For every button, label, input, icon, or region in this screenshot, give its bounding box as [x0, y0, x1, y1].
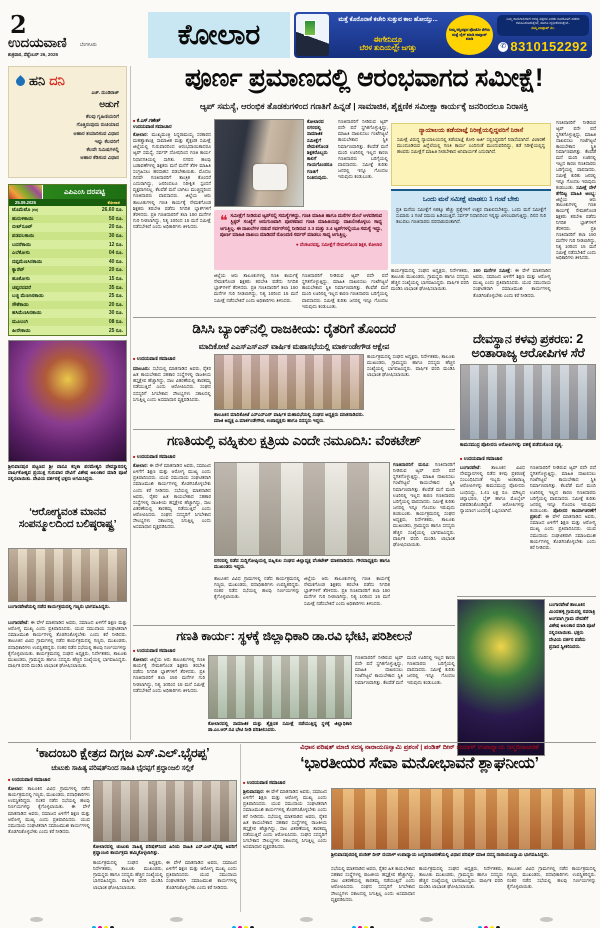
table-row: ಪಡವಲಕಾಯಿ 30 ರೂ. [9, 232, 126, 241]
pull-quote-box [214, 210, 388, 270]
registration-marks [0, 915, 600, 925]
article-column: ಕಾರ್ಯಕ್ರಮದಲ್ಲಿ ಸಂಘದ ಅಧ್ಯಕ್ಷರು, ನಿರ್ದೇಶಕರು, ತಾಲೂಕು ಮುಖಂಡರು, ಗ್ರಾಮಸ್ಥರು ಹಾಗೂ ಸದಸ್ಯರು ಹೆಚ್ಚಿನ ಸಂಖ್ಯೆಯಲ್ಲಿ ಭಾಗವಹಿಸಿದ್ದರು. ವಾರ್ಷಿಕ ವರದಿ ಮಂಡಿಸಿ ಲಾಭಾಂಶ ಘೋಷಿಸಲಾಯಿತು. [391, 268, 469, 292]
hani-dani-box [8, 66, 127, 178]
photo-caption: ತಾಲೂಕಿನ ಮಾದಿಕೋಟೆ ಎಸ್‌ಎಸ್‌ಎನ್ ವಾರ್ಷಿಕ ಮಹಾಸಭೆಯಲ್ಲಿ ಸಂಘದ ಅಧ್ಯಕ್ಷರು ಮಾತನಾಡಿದರು. ಮಾಜಿ ಅಧ್ಯಕ್ಷ ಎ.ಮಾರ್ಕಂಡೇಗೌಡ, ಉಪಾಧ್ಯಕ್ಷರು ಹಾಗೂ ಸದಸ್ಯರು ಇದ್ದರು. [214, 412, 364, 424]
photo-caption: ಕೋಲಾರದ ನಗರದಲ್ಲಿ ಸಾಮಾಜಿಕ ಸಮೀಕ್ಷೆಗೆ ನೇಮಕಗೊಂಡ ಶಿಕ್ಷಕರೊಬ್ಬರು ಕಾಲಿಗೆ ಗಾಯಗೊಂಡರೂ ಗಣತಿಗೆ ನಿಂತಿರುವುದು. [307, 119, 333, 180]
apmc-date: 25.09.2025 [15, 200, 36, 205]
byline: ■ ಉದಯವಾಣಿ ಸಮಾಚಾರ [243, 780, 286, 786]
apmc-price-table [8, 184, 127, 336]
cmyk-dots [92, 917, 116, 928]
article-column: ಗಣತಿದಾರರಿಗೆ ನೀಡಿರುವ ಆ್ಯಪ್ ಪದೇ ಪದೆ ಸ್ಥಗಿತಗೊಳ್ಳುತ್ತಿದ್ದು, ಮಾಹಿತಿ ದಾಖಲಿಸಲು ಗಂಟೆಗಟ್ಟಲೆ ಕಾಯಬೇಕಾದ ಸ್ಥಿತಿ ನಿರ್ಮಾಣವಾಗಿತ್ತು. ಕೆಲವೆಡೆ ಮನೆ ಮಂದಿ ಊರಿನಲ್ಲಿ ಇಲ್ಲದ ಕಾರಣ ಗಣತಿದಾರರು ಬರಿಗೈಯಲ್ಲಿ ವಾಪಸಾದರು. ಸಮೀಕ್ಷೆ ಕುರಿತು ಜನರಲ್ಲಿ ಇನ್ನೂ ಗೊಂದಲ ಇರುವುದು ಕಂಡುಬಂತು. ಪೊಲೀಸರ ಕಾರ್ಯಾಚರಣೆಗೆ ಪ್ರಶಂಸೆ: ಈ ವೇಳೆ ಮಾತನಾಡಿದ ಅವರು, ಸಮಾಜದ ಏಳಿಗೆಗೆ ಶಿಕ್ಷಣ ಮತ್ತು ಆರೋಗ್ಯ ಮುಖ್ಯ ಎಂದು ಪ್ರತಿಪಾದಿಸಿದರು. ಯುವ ಸಮುದಾಯ ಸಂಘಟಿತರಾಗಿ ಸಮಾಜಮುಖಿ ಕಾರ್ಯಗಳಲ್ಲಿ ತೊಡಗಿಸಿಕೊಳ್ಳಬೇಕು ಎಂದು ಕರೆ ನೀಡಿದರು. [530, 465, 596, 550]
article-column: ಕೋಲಾರ: ಮುಖ್ಯಮಂತ್ರಿ ಸಿದ್ದರಾಮಯ್ಯ ಸರಕಾರದ ಮಹತ್ವಾಕಾಂಕ್ಷಿ ಸಾಮಾಜಿಕ ಮತ್ತು ಶೈಕ್ಷಣಿಕ ಸಮೀಕ್ಷೆ ಜಿಲ್ಲೆಯಲ್ಲಿ ಗುರುವಾರದಿಂದ ಆರಂಭವಾಯಿತಾದರೂ ಆ್ಯಪ್ ಸಮಸ್ಯೆ, ಸರ್ವರ್ ದೋಷದಿಂದ ಗಣತಿ ಕಾರ್ಯ ನಿಧಾನಗತಿಯಲ್ಲಿ ಸಾಗಿತು. ನಗರದ ಹಲವು ಬಡಾವಣೆಗಳಲ್ಲಿ ಶಿಕ್ಷಕರು ಮನೆ ಮನೆಗೆ ತೆರಳಿ ಮಾಹಿತಿ ಸಂಗ್ರಹಿಸಲು ಹರಸಾಹಸ ಪಡಬೇಕಾಯಿತು. ಮೊದಲ ದಿನವೇ ಗಣತಿದಾರರಿಗೆ ತಾಂತ್ರಿಕ ತೊಂದರೆ ಎದುರಾಗಿದ್ದು, ಜನರಿಂದಲೂ ನಿರೀಕ್ಷಿತ ಸ್ಪಂದನೆ ವ್ಯಕ್ತವಾಗಲಿಲ್ಲ. ಕೆಲವೆಡೆ ಮನೆ ಬಾಗಿಲು ಮುಚ್ಚಿದ್ದರಿಂದ ಗಣತಿದಾರರು ವಾಪಸಾದರು. ಜಿಲ್ಲೆಯ ಆರು ತಾಲೂಕುಗಳಲ್ಲಿ ಗಣತಿ ಕಾರ್ಯಕ್ಕೆ ನೇಮಕಗೊಂಡ ಶಿಕ್ಷಕರು ತರಬೇತಿ ಪಡೆದು ನಿಗದಿತ ಬ್ಲಾಕ್‌ಗಳಿಗೆ ತೆರಳಿದರು. ಪ್ರತಿ ಗಣತಿದಾರರಿಗೆ ತಲಾ 150 ಮನೆಗಳ ಗುರಿ ನೀಡಲಾಗಿದ್ದು, ನಿತ್ಯ 10ರಿಂದ 15 ಮನೆ ಸಮೀಕ್ಷೆ ನಡೆಸಬೇಕಿದೆ ಎಂದು ಅಧಿಕಾರಿಗಳು ತಿಳಿಸಿದರು. [133, 132, 211, 230]
yellow-highlight-box [391, 123, 551, 186]
table-row: ಸೌತೆಕಾಯಿ 20 ರೂ. [9, 301, 126, 310]
ad-main-line2: ಬೆರಳ ತುದಿಯಲ್ಲೇ ಜಗತ್ತು [359, 45, 417, 52]
table-row: ಬಜ್ಜಿ ಮೆಣಸಿನಕಾಯಿ 25 ರೂ. [9, 292, 126, 301]
ad-phone-number: 8310152292 [510, 39, 588, 54]
bottom-left-headline: ‘ಕಾದಂಬರಿ ಕ್ಷೇತ್ರದ ದಿಗ್ಗಜ ಎಸ್.ಎಲ್.ಭೈರಪ್ಪ’ [35, 746, 210, 760]
ad-top-line: ಮತ್ತೆ ಕೊರೊನಾಕೆ ಕಚೇರಿ ಸುತ್ತುವ ಕಾಲ ಹೋಯ್ತು... [338, 17, 438, 23]
photo-police-seizure [460, 364, 596, 440]
edition-label: ಬೆಂಗಳೂರು [80, 42, 97, 47]
table-row: ಮೂಲಂಗಿ 08 ರೂ. [9, 318, 126, 327]
article5-headline: ಗಣತಿ ಕಾರ್ಯ: ಸ್ಥಳಕ್ಕೆ ಜಿಲ್ಲಾಧಿಕಾರಿ ಡಾ.ರವಿ ಭೇಟಿ, ಪರಿಶೀಲನೆ [176, 629, 412, 643]
table-row: ಚಪ್ಪರದವರೆ 35 ರೂ. [9, 283, 126, 292]
table-row: ಎಲೆಕೋಸು 04 ರೂ. [9, 249, 126, 258]
poem-author: ಎಚ್. ದುಂಡಿರಾಜ್ [91, 90, 119, 95]
section-title: ಕೋಲಾರ [177, 18, 261, 50]
dani-brand: ದನಿ [49, 73, 65, 88]
poem-title: ಅಡುಗೆ [99, 99, 119, 109]
table-row: ಬದನೆಕಾಯಿ 12 ರೂ. [9, 240, 126, 249]
apmc-place: ಕೋಲಾರ [107, 200, 120, 205]
cmyk-dots [232, 917, 256, 928]
article-column: ಕೋಲಾರ: ಈ ವೇಳೆ ಮಾತನಾಡಿದ ಅವರು, ಸಮಾಜದ ಏಳಿಗೆಗೆ ಶಿಕ್ಷಣ ಮತ್ತು ಆರೋಗ್ಯ ಮುಖ್ಯ ಎಂದು ಪ್ರತಿಪಾದಿಸಿದರು. ಯುವ ಸಮುದಾಯ ಸಂಘಟಿತರಾಗಿ ಸಮಾಜಮುಖಿ ಕಾರ್ಯಗಳಲ್ಲಿ ತೊಡಗಿಸಿಕೊಳ್ಳಬೇಕು ಎಂದು ಕರೆ ನೀಡಿದರು. ಸಭೆಯಲ್ಲಿ ಮಾತನಾಡಿದ ಅವರು, ರೈತರ ಹಿತ ಕಾಯಬೇಕಾದ ಸಹಕಾರ ಸಂಸ್ಥೆಗಳಲ್ಲಿ ರಾಜಕೀಯ ಹಸ್ತಕ್ಷೇಪ ಹೆಚ್ಚಾಗಿದ್ದು, ಸಾಲ ವಿತರಣೆಯಲ್ಲಿ ತಾರತಮ್ಯ ನಡೆಯುತ್ತಿದೆ ಎಂದು ಆರೋಪಿಸಿದರು. ಸಂಘದ ಸದಸ್ಯರಿಗೆ ಸಿಗಬೇಕಾದ ಸೌಲಭ್ಯಗಳು ಸಕಾಲದಲ್ಲಿ ಸಿಗುತ್ತಿಲ್ಲ ಎಂದು ಅಸಮಾಧಾನ ವ್ಯಕ್ತಪಡಿಸಿದರು. [133, 463, 211, 530]
hani-brand: ಹನಿ [29, 73, 46, 88]
photo-group-left [8, 548, 127, 602]
article-column: ಈ ವೇಳೆ ಮಾತನಾಡಿದ ಅವರು, ಸಮಾಜದ ಏಳಿಗೆಗೆ ಶಿಕ್ಷಣ ಮತ್ತು ಆರೋಗ್ಯ ಮುಖ್ಯ ಎಂದು ಪ್ರತಿಪಾದಿಸಿದರು. ಯುವ ಸಮುದಾಯ ಸಂಘಟಿತರಾಗಿ ಸಮಾಜಮುಖಿ ಕಾರ್ಯಗಳಲ್ಲಿ ತೊಡಗಿಸಿಕೊಳ್ಳಬೇಕು ಎಂದು ಕರೆ ನೀಡಿದರು. [166, 860, 237, 890]
quote-icon: ❝ [220, 212, 228, 228]
property-papers-graphic [304, 20, 316, 36]
table-row: ಹಸಿಮೆಣಸಿನಕಾಯಿ 30 ರೂ. [9, 309, 126, 318]
byline: ■ ಉದಯವಾಣಿ ಸಮಾಚಾರ [133, 454, 176, 460]
droplet-icon [14, 75, 27, 88]
ad-burst: ನಿಮ್ಮ ಆಸ್ತಿಪತ್ರದ ಫೋಟೋ ತೆಗೆದು ಮತ್ತೆ ಲೈನ್ ಮಾಡಿ ವಾಟ್ಸಾಪ್ ಮಾಡಿ [446, 15, 493, 55]
byline: ■ ಉದಯವಾಣಿ ಸಮಾಚಾರ [133, 356, 176, 362]
byline: ■ ಉದಯವಾಣಿ ಸಮಾಚಾರ [8, 777, 51, 783]
article-column: ಗಣತಿದಾರರಿಗೆ ನೀಡಿರುವ ಆ್ಯಪ್ ಪದೇ ಪದೆ ಸ್ಥಗಿತಗೊಳ್ಳುತ್ತಿದ್ದು, ಮಾಹಿತಿ ದಾಖಲಿಸಲು ಗಂಟೆಗಟ್ಟಲೆ ಕಾಯಬೇಕಾದ ಸ್ಥಿತಿ ನಿರ್ಮಾಣವಾಗಿತ್ತು. ಕೆಲವೆಡೆ ಮನೆ ಮಂದಿ ಊರಿನಲ್ಲಿ ಇಲ್ಲದ ಕಾರಣ ಗಣತಿದಾರರು ಬರಿಗೈಯಲ್ಲಿ ವಾಪಸಾದರು. ಸಮೀಕ್ಷೆ ಕುರಿತು ಜನರಲ್ಲಿ ಇನ್ನೂ ಗೊಂದಲ ಇರುವುದು ಕಂಡುಬಂತು. ಸಮೀಕ್ಷೆ ವೇಳೆ ತೆಗೆದಿಟ್ಟ ಮಾಹಿತಿ ಅಲಭ್ಯ: ಜಿಲ್ಲೆಯ ಆರು ತಾಲೂಕುಗಳಲ್ಲಿ ಗಣತಿ ಕಾರ್ಯಕ್ಕೆ ನೇಮಕಗೊಂಡ ಶಿಕ್ಷಕರು ತರಬೇತಿ ಪಡೆದು ನಿಗದಿತ ಬ್ಲಾಕ್‌ಗಳಿಗೆ ತೆರಳಿದರು. ಪ್ರತಿ ಗಣತಿದಾರರಿಗೆ ತಲಾ 150 ಮನೆಗಳ ಗುರಿ ನೀಡಲಾಗಿದ್ದು, ನಿತ್ಯ 10ರಿಂದ 15 ಮನೆ ಸಮೀಕ್ಷೆ ನಡೆಸಬೇಕಿದೆ ಎಂದು ಅಧಿಕಾರಿಗಳು ತಿಳಿಸಿದರು. [556, 120, 596, 261]
bottom-right-kicker: ವಿಧಾನ ಪರಿಷತ್ ಮಾಜಿ ಸದಸ್ಯ ನಾರಾಯಣಸ್ವಾಮಿ ಪ್ರಶಂಸೆ | ಪಂಡಿತ್ ದೀನ್ ದಯಾಳ್ ಉಪಾಧ್ಯಾಯ ಜನ್ಮದಿನಾಚರಣೆ [300, 744, 539, 751]
quote-text: ಸಮೀಕ್ಷೆಗೆ ನೀಡಿರುವ ಆ್ಯಪ್‌ನಲ್ಲಿ ಸಮಸ್ಯೆಗಳಿದ್ದು, ಗಣತಿ ಮಾಹಿತಿ ಹಾಗೂ ಮನೆಗಳ ಮೇಲೆ ಅಳವಡಿಸುವ ಸ್ಟಿಕ್ಕರ್ ಸಂಖ್ಯೆಗೆ ಅನುಗುಣವಾಗಿ ಪೂರಕವಾದ ಗಣತಿ ಮಾಹಿತಿಯನ್ನು ದಾಖಲಿಸಿಕೊಳ್ಳಲು ಸಾಧ್ಯ ಆಗುತ್ತಿಲ್ಲ. ಈ ದಾಖಲೆಗಳ ನಡುವೆ ಸರ್ವರ್‌ನಲ್ಲಿ ನೀಡಿರುವ 3.3 ಮತ್ತು 3.4 ಆ್ಯಪ್‌ಗಳಲ್ಲಿಯೂ ಸಮಸ್ಯೆ ಇದ್ದು, ಪೂರ್ಣ ಮಾಹಿತಿ ದಾಖಲು ಮಾಡಿದರೆ ನೋಂದಣಿ ಸರ್ವರ್ ಮಾಡಲು ಸಾಧ್ಯ ಆಗುತ್ತಿಲ್ಲ. [220, 214, 382, 239]
bottom-left-subhead: ಚುಟುಕು ಸಾಹಿತ್ಯ ಪರಿಷತ್‌ನಿಂದ ಸಾಹಿತಿ ಭೈರಪ್ಪಗೆ ಶ್ರದ್ಧಾಂಜಲಿ ಸಲ್ಲಿಕೆ [51, 765, 194, 772]
lead-byline: ■ ಕೆ.ಎಸ್.ಗಣೇಶ್ ಉದಯವಾಣಿ ಸಮಾಚಾರ [133, 118, 172, 131]
table-row: ಟೊಮೆಟೊ (ಕೆಜಿ) 26.60 ರೂ. [9, 206, 126, 215]
article-column: 150 ಮನೆಗಳ ಸಮೀಕ್ಷೆ: ಈ ವೇಳೆ ಮಾತನಾಡಿದ ಅವರು, ಸಮಾಜದ ಏಳಿಗೆಗೆ ಶಿಕ್ಷಣ ಮತ್ತು ಆರೋಗ್ಯ ಮುಖ್ಯ ಎಂದು ಪ್ರತಿಪಾದಿಸಿದರು. ಯುವ ಸಮುದಾಯ ಸಂಘಟಿತರಾಗಿ ಸಮಾಜಮುಖಿ ಕಾರ್ಯಗಳಲ್ಲಿ ತೊಡಗಿಸಿಕೊಳ್ಳಬೇಕು ಎಂದು ಕರೆ ನೀಡಿದರು. [473, 268, 551, 298]
article-column: ಗಣತಿದಾರರಿಗೆ ನೀಡಿರುವ ಆ್ಯಪ್ ಪದೇ ಪದೆ ಸ್ಥಗಿತಗೊಳ್ಳುತ್ತಿದ್ದು, ಮಾಹಿತಿ ದಾಖಲಿಸಲು ಗಂಟೆಗಟ್ಟಲೆ ಕಾಯಬೇಕಾದ ಸ್ಥಿತಿ ನಿರ್ಮಾಣವಾಗಿತ್ತು. ಕೆಲವೆಡೆ ಮನೆ ಮಂದಿ ಊರಿನಲ್ಲಿ ಇಲ್ಲದ ಕಾರಣ ಗಣತಿದಾರರು ಬರಿಗೈಯಲ್ಲಿ ವಾಪಸಾದರು. ಸಮೀಕ್ಷೆ ಕುರಿತು ಜನರಲ್ಲಿ ಇನ್ನೂ ಗೊಂದಲ ಇರುವುದು ಕಂಡುಬಂತು. [355, 655, 455, 685]
registration-oval [420, 917, 433, 922]
quote-attribution: ● ವೆಂಕಟರವಪ್ಪ, ಸಮೀಕ್ಷೆಗೆ ನೇಮಕಗೊಂಡ ಶಿಕ್ಷಕ, ಕೋಲಾರ [295, 241, 382, 247]
article-column: ಗಣತಿದಾರರಿಗೆ ಮನವಿ: ಗಣತಿದಾರರಿಗೆ ನೀಡಿರುವ ಆ್ಯಪ್ ಪದೇ ಪದೆ ಸ್ಥಗಿತಗೊಳ್ಳುತ್ತಿದ್ದು, ಮಾಹಿತಿ ದಾಖಲಿಸಲು ಗಂಟೆಗಟ್ಟಲೆ ಕಾಯಬೇಕಾದ ಸ್ಥಿತಿ ನಿರ್ಮಾಣವಾಗಿತ್ತು. ಕೆಲವೆಡೆ ಮನೆ ಮಂದಿ ಊರಿನಲ್ಲಿ ಇಲ್ಲದ ಕಾರಣ ಗಣತಿದಾರರು ಬರಿಗೈಯಲ್ಲಿ ವಾಪಸಾದರು. ಸಮೀಕ್ಷೆ ಕುರಿತು ಜನರಲ್ಲಿ ಇನ್ನೂ ಗೊಂದಲ ಇರುವುದು ಕಂಡುಬಂತು. ಕಾರ್ಯಕ್ರಮದಲ್ಲಿ ಸಂಘದ ಅಧ್ಯಕ್ಷರು, ನಿರ್ದೇಶಕರು, ತಾಲೂಕು ಮುಖಂಡರು, ಗ್ರಾಮಸ್ಥರು ಹಾಗೂ ಸದಸ್ಯರು ಹೆಚ್ಚಿನ ಸಂಖ್ಯೆಯಲ್ಲಿ ಭಾಗವಹಿಸಿದ್ದರು. ವಾರ್ಷಿಕ ವರದಿ ಮಂಡಿಸಿ ಲಾಭಾಂಶ ಘೋಷಿಸಲಾಯಿತು. [393, 462, 455, 547]
ad-right-box [497, 15, 589, 36]
apmc-rows [9, 206, 126, 335]
photo-deity-left [8, 340, 127, 462]
article-column: ಬಂಗಾರಪೇಟೆ: ತಾಲೂಕಿನ ವಿವಿಧ ದೇವಸ್ಥಾನಗಳಲ್ಲಿ ನಡೆದ ಕಳವು ಪ್ರಕರಣಕ್ಕೆ ಸಂಬಂಧಿಸಿದಂತೆ ಇಬ್ಬರು ಅಂತಾರಾಜ್ಯ ಆರೋಪಿಗಳನ್ನು ಕಾಮಸಮುದ್ರ ಪೊಲೀಸರು ಬಂಧಿಸಿದ್ದು, 1.41 ಲಕ್ಷ ರೂ. ಮೌಲ್ಯದ ಚಿನ್ನಾಭರಣ, ಬೈಕ್ ಹಾಗೂ ಮೊಬೈಲ್ ವಶಪಡಿಸಿಕೊಂಡಿದ್ದಾರೆ. ಆರೋಪಿಗಳನ್ನು ನ್ಯಾಯಾಂಗ ಬಂಧನಕ್ಕೆ ಒಪ್ಪಿಸಲಾಗಿದೆ. [460, 465, 525, 513]
photo-caption: ಕೋಲಾರದಲ್ಲಿ ಚುಟುಕು ಸಾಹಿತ್ಯ ಪರಿಷತ್‌ನಿಂದ ಹಿರಿಯ ಸಾಹಿತಿ ಎಸ್.ಎಲ್.ಭೈರಪ್ಪ ಅವರಿಗೆ ಶ್ರದ್ಧಾಂಜಲಿ ಕಾರ್ಯಕ್ರಮ ಹಮ್ಮಿಕೊಳ್ಳಲಾಗಿತ್ತು. [93, 844, 237, 856]
table-row: ಹೂಕೋಸು 15 ರೂ. [9, 275, 126, 284]
ad-right-label: ನಮ್ಮ ವಾಟ್ಸಾಪ್ ನಂ. [531, 25, 555, 30]
cmyk-dots [352, 917, 376, 928]
ad-phone-graphic [296, 14, 329, 56]
article2-headline: ಡಿಸಿಸಿ ಬ್ಯಾಂಕ್‌ನಲ್ಲಿ ರಾಜಕೀಯ: ರೈತರಿಗೆ ತೊಂದರೆ [192, 321, 396, 336]
photo-injured-leg [214, 119, 304, 207]
photo-dc-visit [208, 655, 352, 719]
photo-press-meet [214, 462, 390, 556]
photo-caption: ಬಂಗಾರಪೇಟೆ ತಾಲೂಕಿನ ಮಿಂದಹಳ್ಳಿ ಗ್ರಾಮದಲ್ಲಿ ನವರಾತ್ರಿ ಅಂಗವಾಗಿ ಗ್ರಾಮ ದೇವತೆಗೆ ವಿಶೇಷ ಅಲಂಕಾರ ಮಾಡಿ ಪೂಜೆ ಸಲ್ಲಿಸಲಾಯಿತು. ಭಕ್ತರು ದೇವಿಯ ದರ್ಶನ ಪಡೆದು ಪ್ರಸಾದ ಸ್ವೀಕರಿಸಿದರು. [549, 602, 596, 650]
article-column: ಕಾರ್ಯಕ್ರಮದಲ್ಲಿ ಸಂಘದ ಅಧ್ಯಕ್ಷರು, ನಿರ್ದೇಶಕರು, ತಾಲೂಕು ಮುಖಂಡರು, ಗ್ರಾಮಸ್ಥರು ಹಾಗೂ ಸದಸ್ಯರು ಹೆಚ್ಚಿನ ಸಂಖ್ಯೆಯಲ್ಲಿ ಭಾಗವಹಿಸಿದ್ದರು. ವಾರ್ಷಿಕ ವರದಿ ಮಂಡಿಸಿ ಲಾಭಾಂಶ ಘೋಷಿಸಲಾಯಿತು. [419, 866, 503, 890]
article-column: ತಾಲೂಕಿನ ವಿವಿಧ ಗ್ರಾಮಗಳಲ್ಲಿ ನಡೆದ ಕಾರ್ಯಕ್ರಮದಲ್ಲಿ ಗಣ್ಯರು, ಮುಖಂಡರು, ಪದಾಧಿಕಾರಿಗಳು ಉಪಸ್ಥಿತರಿದ್ದರು. ನಂತರ ನಡೆದ ಸಭೆಯಲ್ಲಿ ಹಲವು ನಿರ್ಣಯಗಳನ್ನು ಕೈಗೊಳ್ಳಲಾಯಿತು. [507, 866, 596, 890]
article-column: ಬಂಗಾರಪೇಟೆ: ಈ ವೇಳೆ ಮಾತನಾಡಿದ ಅವರು, ಸಮಾಜದ ಏಳಿಗೆಗೆ ಶಿಕ್ಷಣ ಮತ್ತು ಆರೋಗ್ಯ ಮುಖ್ಯ ಎಂದು ಪ್ರತಿಪಾದಿಸಿದರು. ಯುವ ಸಮುದಾಯ ಸಂಘಟಿತರಾಗಿ ಸಮಾಜಮುಖಿ ಕಾರ್ಯಗಳಲ್ಲಿ ತೊಡಗಿಸಿಕೊಳ್ಳಬೇಕು ಎಂದು ಕರೆ ನೀಡಿದರು. ತಾಲೂಕಿನ ವಿವಿಧ ಗ್ರಾಮಗಳಲ್ಲಿ ನಡೆದ ಕಾರ್ಯಕ್ರಮದಲ್ಲಿ ಗಣ್ಯರು, ಮುಖಂಡರು, ಪದಾಧಿಕಾರಿಗಳು ಉಪಸ್ಥಿತರಿದ್ದರು. ನಂತರ ನಡೆದ ಸಭೆಯಲ್ಲಿ ಹಲವು ನಿರ್ಣಯಗಳನ್ನು ಕೈಗೊಳ್ಳಲಾಯಿತು. ಕಾರ್ಯಕ್ರಮದಲ್ಲಿ ಸಂಘದ ಅಧ್ಯಕ್ಷರು, ನಿರ್ದೇಶಕರು, ತಾಲೂಕು ಮುಖಂಡರು, ಗ್ರಾಮಸ್ಥರು ಹಾಗೂ ಸದಸ್ಯರು ಹೆಚ್ಚಿನ ಸಂಖ್ಯೆಯಲ್ಲಿ ಭಾಗವಹಿಸಿದ್ದರು. ವಾರ್ಷಿಕ ವರದಿ ಮಂಡಿಸಿ ಲಾಭಾಂಶ ಘೋಷಿಸಲಾಯಿತು. [8, 620, 127, 668]
article4-headline: ದೇವಸ್ಥಾನ ಕಳವು ಪ್ರಕರಣ: 2 ಅಂತಾರಾಜ್ಯ ಆರೋಪಿಗಳ ಸೆರೆ [471, 332, 585, 360]
article3-headline: ಗಣತಿಯಲ್ಲಿ ವಹ್ನಿಕುಲ ಕ್ಷತ್ರಿಯ ಎಂದೇ ನಮೂದಿಸಿ: ವೆಂಕಟೇಶ್ [167, 433, 421, 448]
left-article-headline: ‘ಆರೋಗ್ಯವಂತ ಮಾನವ ಸಂಪನ್ಮೂಲದಿಂದ ಬಲಿಷ್ಠರಾಷ್ಟ್ರ’ [18, 506, 117, 530]
article-column: ಕಾರ್ಯಕ್ರಮದಲ್ಲಿ ಸಂಘದ ಅಧ್ಯಕ್ಷರು, ನಿರ್ದೇಶಕರು, ತಾಲೂಕು ಮುಖಂಡರು, ಗ್ರಾಮಸ್ಥರು ಹಾಗೂ ಸದಸ್ಯರು ಹೆಚ್ಚಿನ ಸಂಖ್ಯೆಯಲ್ಲಿ ಭಾಗವಹಿಸಿದ್ದರು. ವಾರ್ಷಿಕ ವರದಿ ಮಂಡಿಸಿ ಲಾಭಾಂಶ ಘೋಷಿಸಲಾಯಿತು. [367, 354, 455, 378]
article-column: ಗಣತಿದಾರರಿಗೆ ನೀಡಿರುವ ಆ್ಯಪ್ ಪದೇ ಪದೆ ಸ್ಥಗಿತಗೊಳ್ಳುತ್ತಿದ್ದು, ಮಾಹಿತಿ ದಾಖಲಿಸಲು ಗಂಟೆಗಟ್ಟಲೆ ಕಾಯಬೇಕಾದ ಸ್ಥಿತಿ ನಿರ್ಮಾಣವಾಗಿತ್ತು. ಕೆಲವೆಡೆ ಮನೆ ಮಂದಿ ಊರಿನಲ್ಲಿ ಇಲ್ಲದ ಕಾರಣ ಗಣತಿದಾರರು ಬರಿಗೈಯಲ್ಲಿ ವಾಪಸಾದರು. ಸಮೀಕ್ಷೆ ಕುರಿತು ಜನರಲ್ಲಿ ಇನ್ನೂ ಗೊಂದಲ ಇರುವುದು ಕಂಡುಬಂತು. [338, 119, 388, 180]
masthead: ಉದಯವಾಣಿ [8, 35, 67, 50]
ad-right-text: ನಿಮ್ಮ ಕಾಮಗಾರಿಗಳಿಗೆ ಅಗತ್ಯ ಪತ್ರಗಳ ಎರಡು ದಿನದೊಳಗೆ ಪಡೆದು ಕಳುಹಿಸಿಕೊಡುತ್ತೇವೆ, ಹಾಗೂ ದೃಢೀಕರಿಸುತ್ತೇವೆ.. [506, 16, 580, 26]
article-column: ಶ್ರೀನಿವಾಸಪುರ: ಈ ವೇಳೆ ಮಾತನಾಡಿದ ಅವರು, ಸಮಾಜದ ಏಳಿಗೆಗೆ ಶಿಕ್ಷಣ ಮತ್ತು ಆರೋಗ್ಯ ಮುಖ್ಯ ಎಂದು ಪ್ರತಿಪಾದಿಸಿದರು. ಯುವ ಸಮುದಾಯ ಸಂಘಟಿತರಾಗಿ ಸಮಾಜಮುಖಿ ಕಾರ್ಯಗಳಲ್ಲಿ ತೊಡಗಿಸಿಕೊಳ್ಳಬೇಕು ಎಂದು ಕರೆ ನೀಡಿದರು. ಸಭೆಯಲ್ಲಿ ಮಾತನಾಡಿದ ಅವರು, ರೈತರ ಹಿತ ಕಾಯಬೇಕಾದ ಸಹಕಾರ ಸಂಸ್ಥೆಗಳಲ್ಲಿ ರಾಜಕೀಯ ಹಸ್ತಕ್ಷೇಪ ಹೆಚ್ಚಾಗಿದ್ದು, ಸಾಲ ವಿತರಣೆಯಲ್ಲಿ ತಾರತಮ್ಯ ನಡೆಯುತ್ತಿದೆ ಎಂದು ಆರೋಪಿಸಿದರು. ಸಂಘದ ಸದಸ್ಯರಿಗೆ ಸಿಗಬೇಕಾದ ಸೌಲಭ್ಯಗಳು ಸಕಾಲದಲ್ಲಿ ಸಿಗುತ್ತಿಲ್ಲ ಎಂದು ಅಸಮಾಧಾನ ವ್ಯಕ್ತಪಡಿಸಿದರು. [243, 789, 327, 850]
article-column: ಸಭೆಯಲ್ಲಿ ಮಾತನಾಡಿದ ಅವರು, ರೈತರ ಹಿತ ಕಾಯಬೇಕಾದ ಸಹಕಾರ ಸಂಸ್ಥೆಗಳಲ್ಲಿ ರಾಜಕೀಯ ಹಸ್ತಕ್ಷೇಪ ಹೆಚ್ಚಾಗಿದ್ದು, ಸಾಲ ವಿತರಣೆಯಲ್ಲಿ ತಾರತಮ್ಯ ನಡೆಯುತ್ತಿದೆ ಎಂದು ಆರೋಪಿಸಿದರು. ಸಂಘದ ಸದಸ್ಯರಿಗೆ ಸಿಗಬೇಕಾದ ಸೌಲಭ್ಯಗಳು ಸಕಾಲದಲ್ಲಿ ಸಿಗುತ್ತಿಲ್ಲ ಎಂದು ಅಸಮಾಧಾನ ವ್ಯಕ್ತಪಡಿಸಿದರು. [331, 866, 415, 902]
photo-birthday-event [331, 788, 596, 850]
lead-subhead: ಆ್ಯಪ್ ಸಮಸ್ಯೆ, ಆರಂಭಿಕ ತೊಡಕುಗಳಿಂದ ಗಣತಿಗೆ ಹಿನ್ನಡೆ | ಸಾಮಾಜಿಕ, ಶೈಕ್ಷಣಿಕ ಸಮೀಕ್ಷಾ ಕಾರ್ಯಕ್ಕೆ ಜನರಿಂದಲೂ ನಿರಾಸಕ್ತಿ [199, 101, 529, 111]
bandage [253, 164, 287, 190]
article-column: ಕೋಲಾರ: ಜಿಲ್ಲೆಯ ಆರು ತಾಲೂಕುಗಳಲ್ಲಿ ಗಣತಿ ಕಾರ್ಯಕ್ಕೆ ನೇಮಕಗೊಂಡ ಶಿಕ್ಷಕರು ತರಬೇತಿ ಪಡೆದು ನಿಗದಿತ ಬ್ಲಾಕ್‌ಗಳಿಗೆ ತೆರಳಿದರು. ಪ್ರತಿ ಗಣತಿದಾರರಿಗೆ ತಲಾ 150 ಮನೆಗಳ ಗುರಿ ನೀಡಲಾಗಿದ್ದು, ನಿತ್ಯ 10ರಿಂದ 15 ಮನೆ ಸಮೀಕ್ಷೆ ನಡೆಸಬೇಕಿದೆ ಎಂದು ಅಧಿಕಾರಿಗಳು ತಿಳಿಸಿದರು. [133, 657, 205, 693]
box-text: ಸಮೀಕ್ಷೆ ವಿರುದ್ಧ ನ್ಯಾಯಾಲಯದಲ್ಲಿ ತಡೆಯಾಜ್ಞೆ ಕೋರಿ ಅರ್ಜಿ ಸಲ್ಲಿಸಿದ್ದವರಿಗೆ ನಿರಾಸೆಯಾಗಿದೆ. ವಿಚಾರಣೆ ಮುಂದೂಡಿರುವ ಹಿನ್ನೆಲೆಯಲ್ಲಿ ಗಣತಿ ಕಾರ್ಯ ಎಂದಿನಂತೆ ಮುಂದುವರಿದಿದ್ದು, ತಡೆ ನಿರೀಕ್ಷೆಯಲ್ಲಿದ್ದ ಹಲವರು ಸಮೀಕ್ಷೆಗೆ ಮಾಹಿತಿ ನೀಡಬೇಕಾದ ಅನಿವಾರ್ಯತೆ ಎದುರಾಗಿದೆ. [397, 137, 545, 155]
vegetables-thumbnail [9, 185, 43, 199]
box-title: ಒಂದು ಮನೆ ಸಮೀಕ್ಷೆ ಮಾಡಲು 1 ಗಂಟೆ ಬೇಕು [422, 196, 520, 203]
byline: ■ ಉದಯವಾಣಿ ಸಮಾಚಾರ [460, 456, 503, 462]
photo-caption: ಕಾಮಸಮುದ್ರ ಪೊಲೀಸರು ಆರೋಪಿಗಳನ್ನು ವಶಕ್ಕೆ ಪಡೆದುಕೊಂಡ ದೃಶ್ಯ. [460, 442, 563, 447]
bottom-right-headline: ‘ಭಾರತೀಯರ ಸೇವಾ ಮನೋಭಾವನೆ ಶ್ಲಾಘನೀಯ’ [300, 755, 539, 772]
article2-subhead: ಮಾದಿಕೋಟೆ ಎಎಸ್‌ಎಸ್‌ಎನ್ ವಾರ್ಷಿಕ ಮಹಾಸಭೆಯಲ್ಲಿ ಮಾರ್ಕಂಡೇಗೌಡ ಆಕ್ಷೇಪ [198, 342, 390, 351]
registration-oval [540, 917, 553, 922]
apmc-title: ಎಪಿಎಂಸಿ ದರಪಟ್ಟಿ [63, 187, 106, 196]
registration-oval [170, 917, 183, 922]
poem-lines: ಕೆಲವು ಗೃಹಿಣಿಯರಿಗೆ ಗೊತ್ತಿರುವುದು ರುಚಿಯಾದ ಆಹಾರ ತಯಾರಿಸುವ ವಿಧಾನ ಇನ್ನು ಕೆಲವರಿಗೆ ಕೆಲವೇ ನಿಮಿಷಗಳಲ್ಲಿ ಆಹಾರ ಕೆಡಿಸುವ ವಿಧಾನ [73, 114, 119, 162]
photo-caption: ಶ್ರೀನಿವಾಸಪುರ ಪಟ್ಟಣದ ಶ್ರೀ ವಾಸವಿ ಕನ್ನಿಕಾ ಪರಮೇಶ್ವರಿ ದೇವಸ್ಥಾನದಲ್ಲಿ ವಾರ್ಷಿಕೋತ್ಸವ ಪ್ರಯುಕ್ತ ಗುರುವಾರ ದೇವಿಗೆ ವಿಶೇಷ ಅಲಂಕಾರ ಮಾಡಿ ಪೂಜೆ ಸಲ್ಲಿಸಲಾಯಿತು. ದೇವಿಯ ದರ್ಶನಕ್ಕೆ ಭಕ್ತರು ಆಗಮಿಸಿದ್ದರು. [8, 464, 127, 482]
photo-caption: ಕೋಲಾರದಲ್ಲಿ ಸಾಮಾಜಿಕ ಮತ್ತು ಶೈಕ್ಷಣಿಕ ಸಮೀಕ್ಷೆ ನಡೆಯುತ್ತಿದ್ದ ಸ್ಥಳಕ್ಕೆ ಜಿಲ್ಲಾಧಿಕಾರಿ ಡಾ.ಎಂ.ಆರ್.ರವಿ ಭೇಟಿ ನೀಡಿ ಪರಿಶೀಲಿಸಿದರು. [208, 721, 352, 733]
article-column: ತಾಲೂಕಿನ ವಿವಿಧ ಗ್ರಾಮಗಳಲ್ಲಿ ನಡೆದ ಕಾರ್ಯಕ್ರಮದಲ್ಲಿ ಗಣ್ಯರು, ಮುಖಂಡರು, ಪದಾಧಿಕಾರಿಗಳು ಉಪಸ್ಥಿತರಿದ್ದರು. ನಂತರ ನಡೆದ ಸಭೆಯಲ್ಲಿ ಹಲವು ನಿರ್ಣಯಗಳನ್ನು ಕೈಗೊಳ್ಳಲಾಯಿತು. [214, 576, 300, 600]
box-title: ನ್ಯಾಯಾಲಯ ತಡೆಯಾಜ್ಞೆ ನಿರೀಕ್ಷೆಯಲ್ಲಿದ್ದವರಿಗೆ ನಿರಾಸೆ [418, 127, 524, 134]
phone-icon: ✆ [498, 42, 508, 52]
article-column: ಜಿಲ್ಲೆಯ ಆರು ತಾಲೂಕುಗಳಲ್ಲಿ ಗಣತಿ ಕಾರ್ಯಕ್ಕೆ ನೇಮಕಗೊಂಡ ಶಿಕ್ಷಕರು ತರಬೇತಿ ಪಡೆದು ನಿಗದಿತ ಬ್ಲಾಕ್‌ಗಳಿಗೆ ತೆರಳಿದರು. ಪ್ರತಿ ಗಣತಿದಾರರಿಗೆ ತಲಾ 150 ಮನೆಗಳ ಗುರಿ ನೀಡಲಾಗಿದ್ದು, ನಿತ್ಯ 10ರಿಂದ 15 ಮನೆ ಸಮೀಕ್ಷೆ ನಡೆಸಬೇಕಿದೆ ಎಂದು ಅಧಿಕಾರಿಗಳು ತಿಳಿಸಿದರು. [214, 273, 298, 303]
photo-deity-right [457, 599, 545, 756]
cmyk-dots [478, 917, 502, 928]
box-text: ಪ್ರತಿ ಮನೆಯ ಸಮೀಕ್ಷೆಗೆ 60ಕ್ಕೂ ಹೆಚ್ಚು ಪ್ರಶ್ನೆಗಳಿಗೆ ಉತ್ತರ ದಾಖಲಿಸಬೇಕಿದ್ದು, ಒಂದು ಮನೆ ಸಮೀಕ್ಷೆಗೆ ಸುಮಾರು 1 ಗಂಟೆ ಸಮಯ ಹಿಡಿಯುತ್ತಿದೆ. ಸರ್ವರ್ ನಿಧಾನದಿಂದ ಇನ್ನಷ್ಟು ವಿಳಂಬವಾಗುತ್ತಿದ್ದು, ದಿನದ ಗುರಿ ತಲುಪಲು ಗಣತಿದಾರರು ಪರದಾಡುವಂತಾಗಿದೆ. [396, 207, 546, 225]
table-row: ಹೀರೇಕಾಯಿ 25 ರೂ. [9, 326, 126, 335]
article-column: ಗಣತಿದಾರರಿಗೆ ನೀಡಿರುವ ಆ್ಯಪ್ ಪದೇ ಪದೆ ಸ್ಥಗಿತಗೊಳ್ಳುತ್ತಿದ್ದು, ಮಾಹಿತಿ ದಾಖಲಿಸಲು ಗಂಟೆಗಟ್ಟಲೆ ಕಾಯಬೇಕಾದ ಸ್ಥಿತಿ ನಿರ್ಮಾಣವಾಗಿತ್ತು. ಕೆಲವೆಡೆ ಮನೆ ಮಂದಿ ಊರಿನಲ್ಲಿ ಇಲ್ಲದ ಕಾರಣ ಗಣತಿದಾರರು ಬರಿಗೈಯಲ್ಲಿ ವಾಪಸಾದರು. ಸಮೀಕ್ಷೆ ಕುರಿತು ಜನರಲ್ಲಿ ಇನ್ನೂ ಗೊಂದಲ ಇರುವುದು ಕಂಡುಬಂತು. [302, 273, 388, 309]
photo-tribute [93, 780, 237, 842]
article-column: ಕೋಲಾರ: ತಾಲೂಕಿನ ವಿವಿಧ ಗ್ರಾಮಗಳಲ್ಲಿ ನಡೆದ ಕಾರ್ಯಕ್ರಮದಲ್ಲಿ ಗಣ್ಯರು, ಮುಖಂಡರು, ಪದಾಧಿಕಾರಿಗಳು ಉಪಸ್ಥಿತರಿದ್ದರು. ನಂತರ ನಡೆದ ಸಭೆಯಲ್ಲಿ ಹಲವು ನಿರ್ಣಯಗಳನ್ನು ಕೈಗೊಳ್ಳಲಾಯಿತು. ಈ ವೇಳೆ ಮಾತನಾಡಿದ ಅವರು, ಸಮಾಜದ ಏಳಿಗೆಗೆ ಶಿಕ್ಷಣ ಮತ್ತು ಆರೋಗ್ಯ ಮುಖ್ಯ ಎಂದು ಪ್ರತಿಪಾದಿಸಿದರು. ಯುವ ಸಮುದಾಯ ಸಂಘಟಿತರಾಗಿ ಸಮಾಜಮುಖಿ ಕಾರ್ಯಗಳಲ್ಲಿ ತೊಡಗಿಸಿಕೊಳ್ಳಬೇಕು ಎಂದು ಕರೆ ನೀಡಿದರು. [8, 786, 90, 834]
date-line: ಶುಕ್ರವಾರ, ಸೆಪ್ಟೆಂಬರ್ 26, 2025 [8, 52, 59, 57]
registration-oval [30, 917, 43, 922]
photo-caption: ನಗರದಲ್ಲಿ ನಡೆದ ಸುದ್ದಿಗೋಷ್ಠಿಯಲ್ಲಿ ವಹ್ನಿಕುಲ ಸಂಘದ ಜಿಲ್ಲಾಧ್ಯಕ್ಷ ವೆಂಕಟೇಶ್ ಮಾತನಾಡಿದರು. ಗೌರವಾಧ್ಯಕ್ಷರು ಹಾಗೂ ಮುಖಂಡರು ಇದ್ದರು. [214, 558, 390, 570]
photo-meeting [214, 354, 364, 410]
blue-highlight-box [391, 189, 551, 264]
table-row: ಬೀಟ್‌ರೂಟ್ 20 ರೂ. [9, 223, 126, 232]
article-column: ಮಾಲೂರು: ಸಭೆಯಲ್ಲಿ ಮಾತನಾಡಿದ ಅವರು, ರೈತರ ಹಿತ ಕಾಯಬೇಕಾದ ಸಹಕಾರ ಸಂಸ್ಥೆಗಳಲ್ಲಿ ರಾಜಕೀಯ ಹಸ್ತಕ್ಷೇಪ ಹೆಚ್ಚಾಗಿದ್ದು, ಸಾಲ ವಿತರಣೆಯಲ್ಲಿ ತಾರತಮ್ಯ ನಡೆಯುತ್ತಿದೆ ಎಂದು ಆರೋಪಿಸಿದರು. ಸಂಘದ ಸದಸ್ಯರಿಗೆ ಸಿಗಬೇಕಾದ ಸೌಲಭ್ಯಗಳು ಸಕಾಲದಲ್ಲಿ ಸಿಗುತ್ತಿಲ್ಲ ಎಂದು ಅಸಮಾಧಾನ ವ್ಯಕ್ತಪಡಿಸಿದರು. [133, 366, 211, 402]
lead-headline: ಪೂರ್ಣ ಪ್ರಮಾಣದಲ್ಲಿ ಆರಂಭವಾಗದ ಸಮೀಕ್ಷೆ! [184, 64, 544, 92]
page-number: 2 [10, 10, 27, 39]
byline: ■ ಉದಯವಾಣಿ ಸಮಾಚಾರ [133, 648, 176, 654]
table-row: ಹುರುಳಿಕಾಯಿ 50 ರೂ. [9, 215, 126, 224]
registration-oval [300, 917, 313, 922]
photo-caption: ಬಂಗಾರಪೇಟೆಯಲ್ಲಿ ನಡೆದ ಕಾರ್ಯಕ್ರಮದಲ್ಲಿ ಗಣ್ಯರು ಭಾಗವಹಿಸಿದ್ದರು. [8, 604, 111, 609]
article-column: ಕಾರ್ಯಕ್ರಮದಲ್ಲಿ ಸಂಘದ ಅಧ್ಯಕ್ಷರು, ನಿರ್ದೇಶಕರು, ತಾಲೂಕು ಮುಖಂಡರು, ಗ್ರಾಮಸ್ಥರು ಹಾಗೂ ಸದಸ್ಯರು ಹೆಚ್ಚಿನ ಸಂಖ್ಯೆಯಲ್ಲಿ ಭಾಗವಹಿಸಿದ್ದರು. ವಾರ್ಷಿಕ ವರದಿ ಮಂಡಿಸಿ ಲಾಭಾಂಶ ಘೋಷಿಸಲಾಯಿತು. [93, 860, 163, 890]
table-row: ಕ್ಯಾರೆಟ್ 20 ರೂ. [9, 266, 126, 275]
article-column: ಜಿಲ್ಲೆಯ ಆರು ತಾಲೂಕುಗಳಲ್ಲಿ ಗಣತಿ ಕಾರ್ಯಕ್ಕೆ ನೇಮಕಗೊಂಡ ಶಿಕ್ಷಕರು ತರಬೇತಿ ಪಡೆದು ನಿಗದಿತ ಬ್ಲಾಕ್‌ಗಳಿಗೆ ತೆರಳಿದರು. ಪ್ರತಿ ಗಣತಿದಾರರಿಗೆ ತಲಾ 150 ಮನೆಗಳ ಗುರಿ ನೀಡಲಾಗಿದ್ದು, ನಿತ್ಯ 10ರಿಂದ 15 ಮನೆ ಸಮೀಕ್ಷೆ ನಡೆಸಬೇಕಿದೆ ಎಂದು ಅಧಿಕಾರಿಗಳು ತಿಳಿಸಿದರು. [304, 576, 390, 606]
ad-main-line1: ಈಗೇನಿದ್ರೂ [373, 35, 403, 44]
photo-caption: ಶ್ರೀನಿವಾಸಪುರದಲ್ಲಿ ಪಂಡಿತ್ ದೀನ್ ದಯಾಳ್ ಉಪಾಧ್ಯಾಯ ಜನ್ಮದಿನಾಚರಣೆಯಲ್ಲಿ ವಿಧಾನ ಪರಿಷತ್ ಮಾಜಿ ಸದಸ್ಯ ನಾರಾಯಣಸ್ವಾಮಿ ಭಾಗವಹಿಸಿದ್ದರು. [331, 852, 549, 857]
section-title-box [148, 12, 290, 58]
ad-banner [294, 12, 592, 58]
table-row: ದಪ್ಪಮೆಣಸಿನಕಾಯಿ 40 ರೂ. [9, 258, 126, 267]
